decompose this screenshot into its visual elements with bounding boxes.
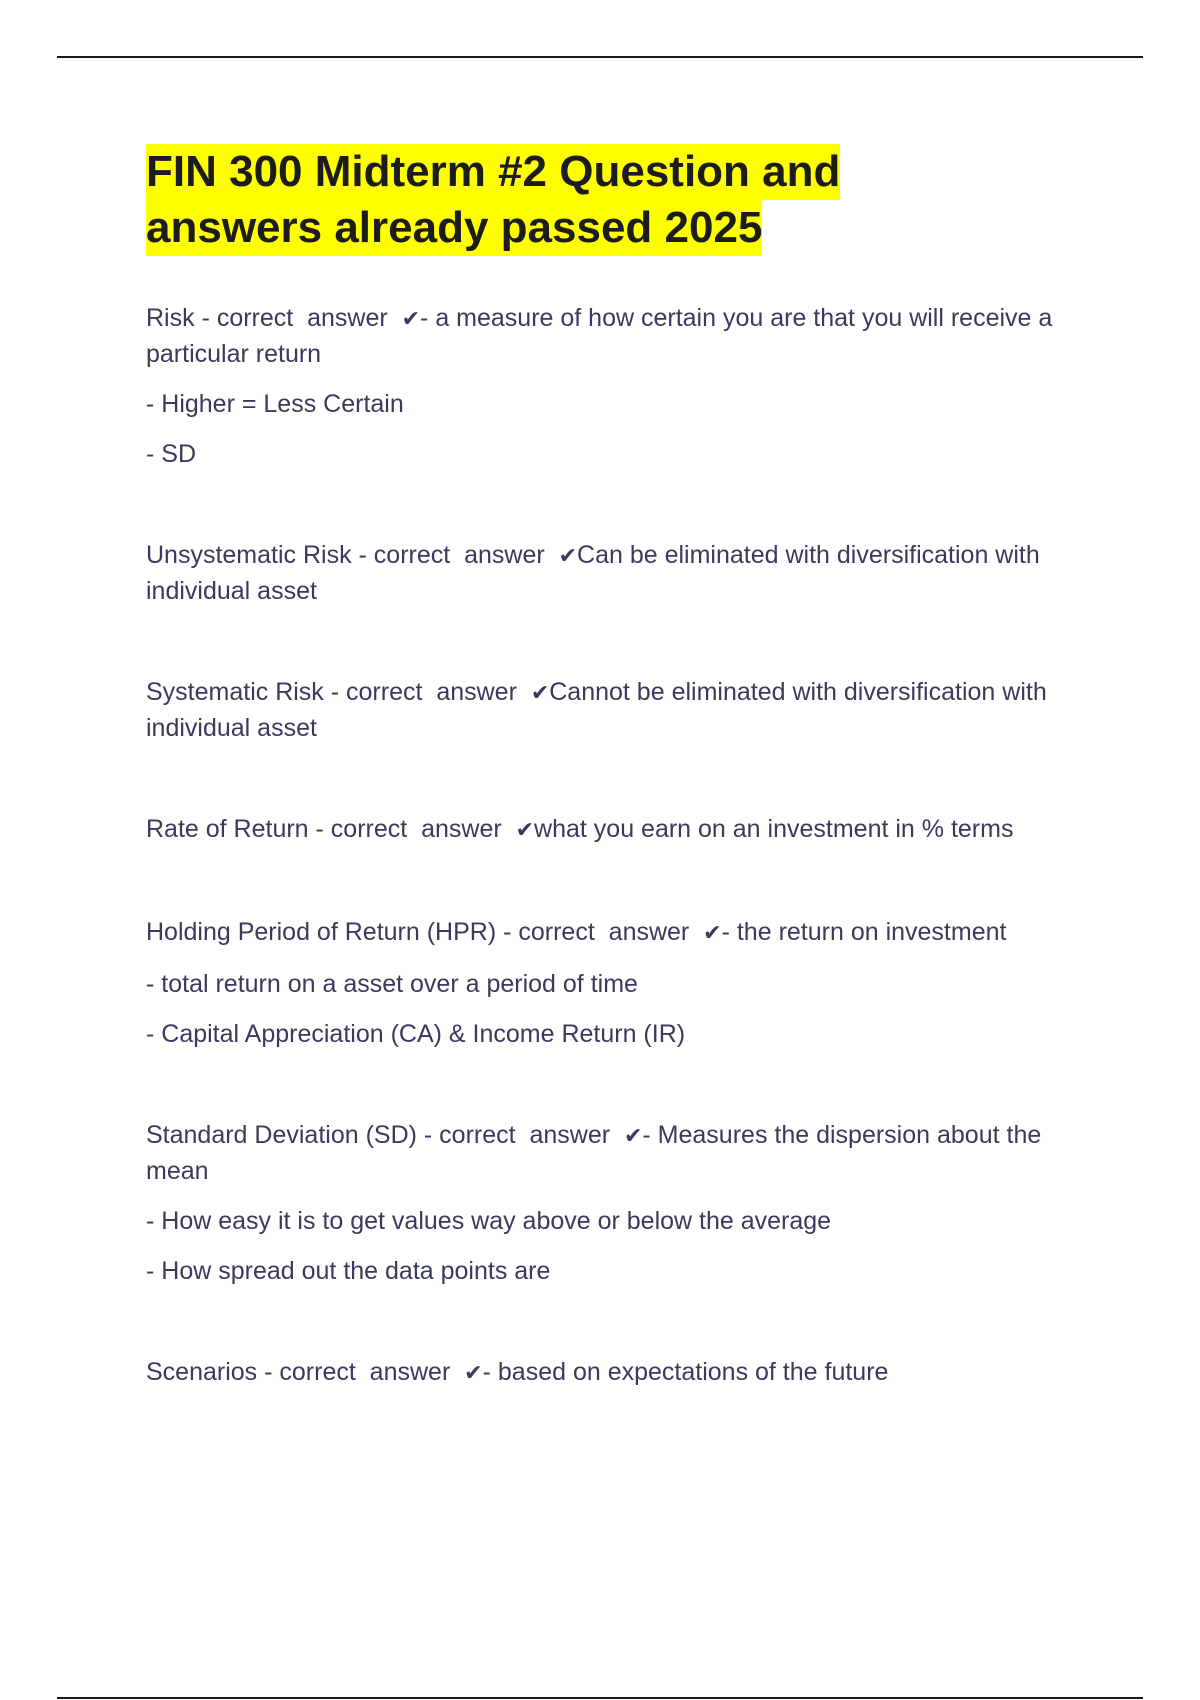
qa-entry-risk xyxy=(146,301,1096,471)
entry-definition: - a measure of how certain you are that you will receive a particular return xyxy=(146,304,1053,368)
entry-term: Standard Deviation (SD) xyxy=(146,1121,417,1149)
title-line-1: FIN 300 Midterm #2 Question and xyxy=(146,144,840,200)
qa-entry-unsystematic-risk xyxy=(146,538,1096,608)
entry-definition: what you earn on an investment in % terms xyxy=(534,815,1014,843)
entry-bullet: - total return on a asset over a period of time xyxy=(146,970,638,998)
entry-separator: - correct answer xyxy=(308,815,516,843)
entry-separator: - correct answer xyxy=(257,1358,465,1386)
entry-term: Scenarios xyxy=(146,1358,258,1386)
qa-entry-hpr xyxy=(146,915,1096,1051)
top-rule xyxy=(57,56,1143,58)
entry-separator: - correct answer xyxy=(351,541,559,569)
entry-main xyxy=(146,812,1096,848)
entry-bullet: - Capital Appreciation (CA) & Income Return (IR) xyxy=(146,1020,686,1048)
qa-entry-rate-of-return xyxy=(146,812,1096,848)
checkmark-icon: ✔ xyxy=(558,544,578,569)
entry-main xyxy=(146,301,1096,371)
document-title xyxy=(146,144,1096,256)
entry-main xyxy=(146,675,1096,745)
title-line-2: answers already passed 2025 xyxy=(146,200,762,256)
entry-definition: - based on expectations of the future xyxy=(482,1358,889,1386)
checkmark-icon: ✔ xyxy=(515,818,535,843)
checkmark-icon: ✔ xyxy=(530,681,550,706)
entry-separator: - correct answer xyxy=(416,1121,624,1149)
entry-term: Systematic Risk xyxy=(146,678,324,706)
entry-separator: - correct answer xyxy=(323,678,531,706)
entry-bullet: - Higher = Less Certain xyxy=(146,390,404,418)
checkmark-icon: ✔ xyxy=(623,1124,643,1149)
entry-definition: - Measures the dispersion about the mean xyxy=(146,1121,1042,1185)
entry-term: Unsystematic Risk xyxy=(146,541,352,569)
qa-list xyxy=(146,301,1096,1391)
entry-bullet: - SD xyxy=(146,440,196,468)
entry-definition: Cannot be eliminated with diversification with individual asset xyxy=(146,678,1047,742)
entry-definition: Can be eliminated with diversification with individual asset xyxy=(146,541,1040,605)
entry-main xyxy=(146,1118,1096,1188)
entry-main xyxy=(146,915,1096,951)
bottom-rule xyxy=(57,1697,1143,1699)
entry-term: Holding Period of Return (HPR) xyxy=(146,918,497,946)
entry-term: Rate of Return xyxy=(146,815,309,843)
document-body xyxy=(146,144,1096,1458)
qa-entry-scenarios xyxy=(146,1355,1096,1391)
entry-bullet: - How easy it is to get values way above or below the average xyxy=(146,1207,832,1235)
qa-entry-standard-deviation xyxy=(146,1118,1096,1288)
qa-entry-systematic-risk xyxy=(146,675,1096,745)
checkmark-icon: ✔ xyxy=(703,921,722,946)
checkmark-icon: ✔ xyxy=(401,307,421,332)
entry-term: Risk xyxy=(146,304,195,332)
entry-bullet: - How spread out the data points are xyxy=(146,1257,551,1285)
entry-separator: - correct answer xyxy=(194,304,402,332)
entry-main xyxy=(146,1355,1096,1391)
entry-main xyxy=(146,538,1096,608)
checkmark-icon: ✔ xyxy=(464,1361,483,1386)
entry-definition: - the return on investment xyxy=(721,918,1007,946)
entry-separator: - correct answer xyxy=(496,918,704,946)
